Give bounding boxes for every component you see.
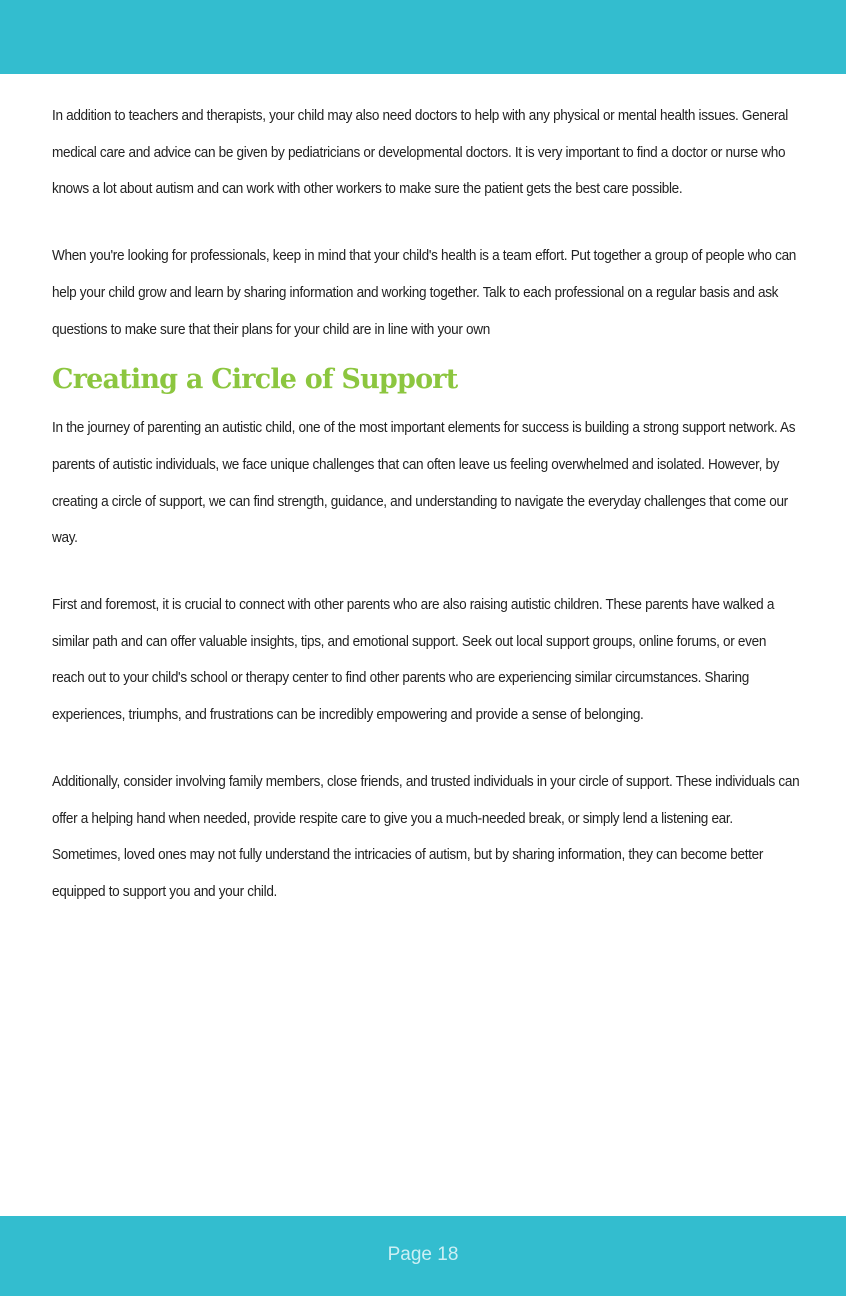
header-bar [0, 0, 846, 74]
paragraph-team-effort: When you're looking for professionals, keep in mind that your child's health is a team effort. Put together a group of people who can help your child grow and learn by sharing information and working together. Talk to each professional on a regular basis and ask questions to make sure that their plans for your child are in line with your own [52, 248, 797, 338]
paragraph-connect-parents: First and foremost, it is crucial to connect with other parents who are also raising autistic children. These parents have walked a similar path and can offer valuable insights, tips, and emotional support. Seek out local support groups, online forums, or even reach out to your child's school or therapy center to find other parents who are experiencing similar circumstances. Sharing experiences, triumphs, and frustrations can be incredibly empowering and provide a sense of belonging. [52, 597, 775, 724]
paragraph-medical-care: In addition to teachers and therapists, your child may also need doctors to help with any physical or mental health issues. General medical care and advice can be given by pediatricians or developmental doctors. It is very important to find a doctor or nurse who knows a lot about autism and can work with other workers to make sure the patient gets the best care possible. [52, 108, 788, 198]
section-heading: Creating a Circle of Support [52, 364, 458, 396]
paragraph-family-friends: Additionally, consider involving family members, close friends, and trusted individuals in your circle of support. These individuals can offer a helping hand when needed, provide respite care to give you a much-needed break, or simply lend a listening ear. Sometimes, loved ones may not fully understand the intricacies of autism, but by sharing information, they can become better equipped to support you and your child. [52, 773, 800, 900]
page-content [52, 98, 800, 911]
paragraph-support-network: In the journey of parenting an autistic child, one of the most important elements for success is building a strong support network. As parents of autistic individuals, we face unique challenges that can often leave us feeling overwhelmed and isolated. However, by creating a circle of support, we can find strength, guidance, and understanding to navigate the everyday challenges that come our way. [52, 420, 796, 547]
page-number: Page 18 [387, 1244, 459, 1265]
footer-bar [0, 1216, 846, 1296]
